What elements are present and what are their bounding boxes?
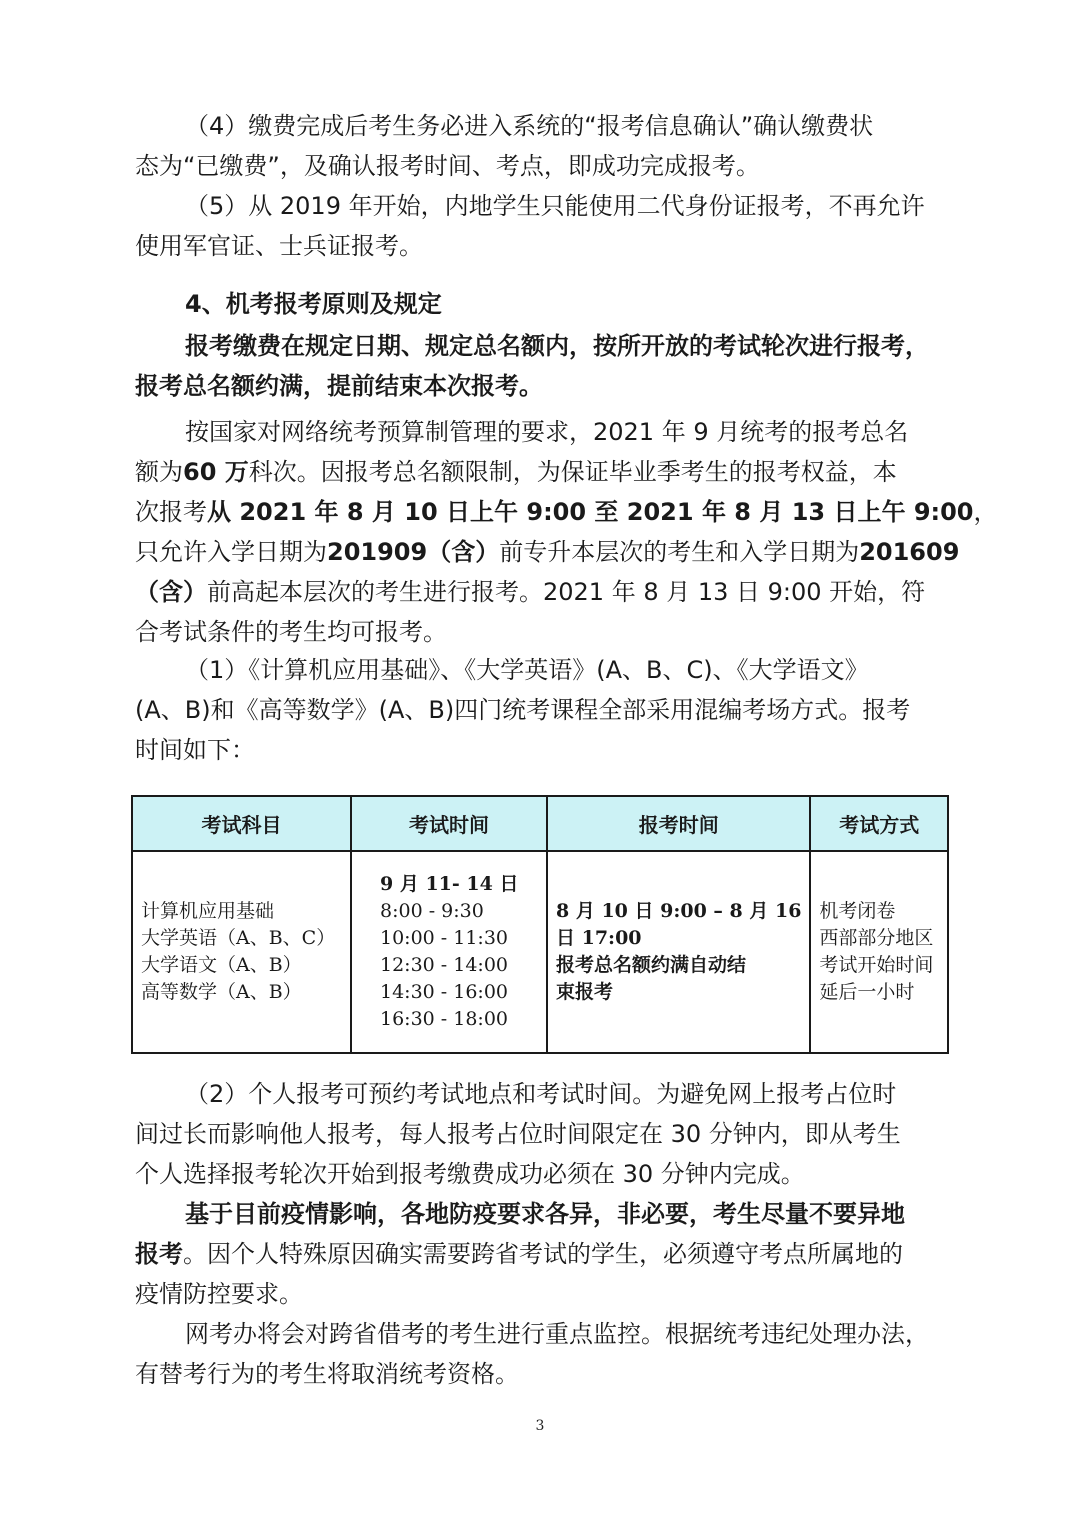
header-exam-time: 考试时间	[351, 796, 547, 851]
paragraph-item-5: （5）从 2019 年开始，内地学生只能使用二代身份证报考，不再允许 使用军官证、士兵证报考。	[135, 192, 925, 260]
cell-subjects: 计算机应用基础 大学英语（A、B、C） 大学语文（A、B） 高等数学（A、B）	[132, 851, 351, 1053]
cell-exam-mode: 机考闭卷 西部部分地区 考试开始时间 延后一小时	[810, 851, 948, 1053]
epidemic-paragraph: 基于目前疫情影响，各地防疫要求各异，非必要，考生尽量不要异地 报考。因个人特殊原因确实需要跨省考试的学生，必须遵守考点所属地的 疫情防控要求。	[135, 1200, 905, 1308]
header-exam-mode: 考试方式	[810, 796, 948, 851]
bold-rule-paragraph: 报考缴费在规定日期、规定总名额内，按所开放的考试轮次进行报考， 报考总名额约满，提前结束本次报考。	[135, 332, 929, 400]
paragraph-item-2: （2）个人报考可预约考试地点和考试时间。为避免网上报考占位时 间过长而影响他人报考，每人报考占位时间限定在 30 分钟内，即从考生 个人选择报考轮次开始到报考缴费成功必须在 30 分钟内完成。	[135, 1080, 901, 1188]
table-header-row	[132, 796, 948, 851]
header-subject: 考试科目	[132, 796, 351, 851]
cell-registration-time: 8 月 10 日 9:00 – 8 月 16 日 17:00 报考总名额约满自动结 束报考	[547, 851, 810, 1053]
page-number: 3	[535, 1418, 545, 1434]
monitor-paragraph: 网考办将会对跨省借考的考生进行重点监控。根据统考违纪处理办法， 有替考行为的考生将取消统考资格。	[135, 1320, 929, 1388]
date-range-highlight: 从 2021 年 8 月 10 日上午 9:00 至 2021 年 8 月 13 日上午 9:00	[207, 498, 974, 526]
paragraph-item-4: （4）缴费完成后考生务必进入系统的“报考信息确认”确认缴费状 态为“已缴费”，及确认报考时间、考点，即成功完成报考。	[135, 112, 874, 180]
budget-paragraph: 按国家对网络统考预算制管理的要求，2021 年 9 月统考的报考总名 额为60 万科次。因报考总名额限制，为保证毕业季考生的报考权益，本 次报考从 2021 年 8 月 10 日上午 9:00 至 2021 年 8 月 13 日上午 9:00， 只允许入学日期为201909（含）前专升本层次的考生和入学日期为201609 （含）前高起本层次的考生进行报考。2021 年 8 月 13 日 9:00 开始，符 合考试条件的考生均可报考。	[135, 418, 998, 646]
cell-exam-time: 9 月 11- 14 日 8:00 - 9:30 10:00 - 11:30 12:30 - 14:00 14:30 - 16:00 16:30 - 18:00	[351, 851, 547, 1053]
section-heading: 4、机考报考原则及规定	[185, 290, 442, 318]
exam-schedule-table	[131, 795, 949, 1054]
table-row	[132, 851, 948, 1053]
quota-highlight: 60 万	[183, 458, 249, 486]
header-registration-time: 报考时间	[547, 796, 810, 851]
paragraph-item-1: （1）《计算机应用基础》、《大学英语》(A、B、C)、《大学语文》 (A、B)和《高等数学》(A、B)四门统考课程全部采用混编考场方式。报考 时间如下：	[135, 656, 911, 764]
